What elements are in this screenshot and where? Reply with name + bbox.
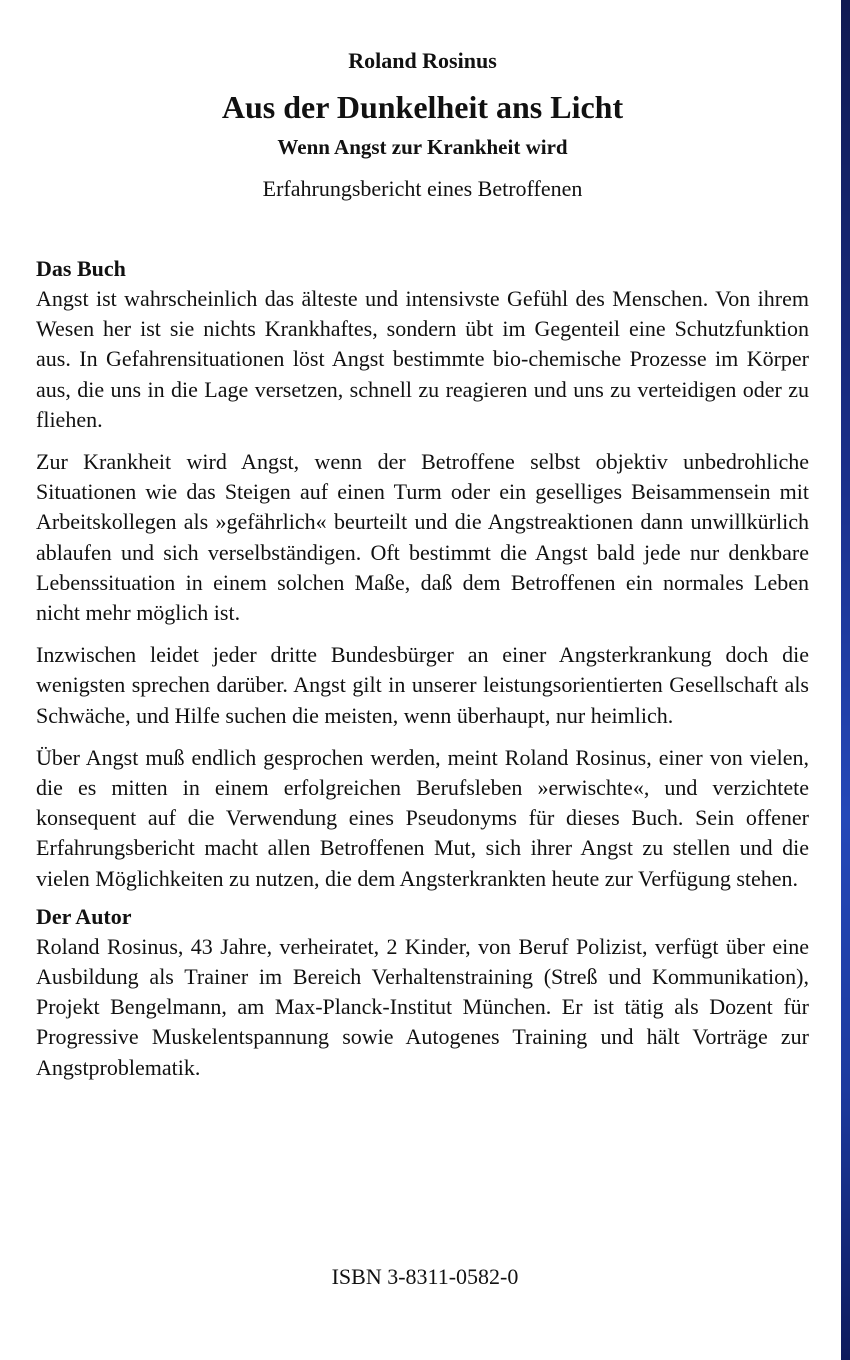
- book-paragraph: Inzwischen leidet jeder dritte Bundesbürger an einer Angsterkrankung doch die wenigsten sprechen darüber. Angst gilt in unserer leistungsorientierten Gesellschaft als Schwäche, und Hilfe suchen die meisten, wenn überhaupt, nur heimlich.: [36, 642, 809, 728]
- section-heading-author: Der Autor: [36, 903, 132, 929]
- book-title: Aus der Dunkelheit ans Licht: [221, 89, 624, 125]
- book-paragraph: Zur Krankheit wird Angst, wenn der Betroffene selbst objektiv unbedrohliche Situationen wie das Steigen auf einen Turm oder ein geselliges Beisammensein mit Arbeitskollegen als »gefährlich« beurteilt und die Angstreaktionen dann unwillkürlich ablaufen und sich verselbständigen. Oft bestimmt die Angst bald jede nur denkbare Lebenssituation in einem solchen Maße, daß dem Betroffenen ein normales Leben nicht mehr möglich ist.: [36, 449, 809, 626]
- book-subline: Erfahrungsbericht eines Betroffenen: [262, 176, 583, 201]
- back-cover-page: [36, 0, 809, 1083]
- section-heading-book: Das Buch: [36, 256, 126, 281]
- cover-edge-strip: [841, 0, 850, 1360]
- author-paragraph: Roland Rosinus, 43 Jahre, verheiratet, 2 Kinder, von Beruf Polizist, verfügt über eine Ausbildung als Trainer im Bereich Verhaltenstraining (Streß und Kommunikation), Projekt Bengelmann, am Max-Planck-Institut München. Er ist tätig als Dozent für Progressive Muskelentspannung sowie Autogenes Training und hält Vorträge zur Angstproblematik.: [36, 933, 809, 1080]
- book-subtitle: Wenn Angst zur Krankheit wird: [277, 135, 568, 159]
- book-paragraph: Angst ist wahrscheinlich das älteste und intensivste Gefühl des Menschen. Von ihrem Wesen her ist sie nichts Krankhaftes, sondern übt im Gegenteil eine Schutzfunktion aus. In Gefahrensituationen löst Angst bestimmte bio-chemische Prozesse im Körper aus, die uns in die Lage versetzen, schnell zu reagieren und uns zu verteidigen oder zu fliehen.: [36, 286, 809, 432]
- isbn-number: ISBN 3-8311-0582-0: [331, 1264, 519, 1289]
- author-name: Roland Rosinus: [348, 48, 497, 73]
- book-paragraph: Über Angst muß endlich gesprochen werden, meint Roland Rosinus, einer von vielen, die es mitten in einem erfolgreichen Berufsleben »erwischte«, und verzichtete konsequent auf die Verwendung eines Pseudonyms für dieses Buch. Sein offener Erfahrungsbericht macht allen Betroffenen Mut, sich ihrer Angst zu stellen und die vielen Möglichkeiten zu nutzen, die dem Angsterkrankten heute zur Verfügung stehen.: [36, 744, 809, 891]
